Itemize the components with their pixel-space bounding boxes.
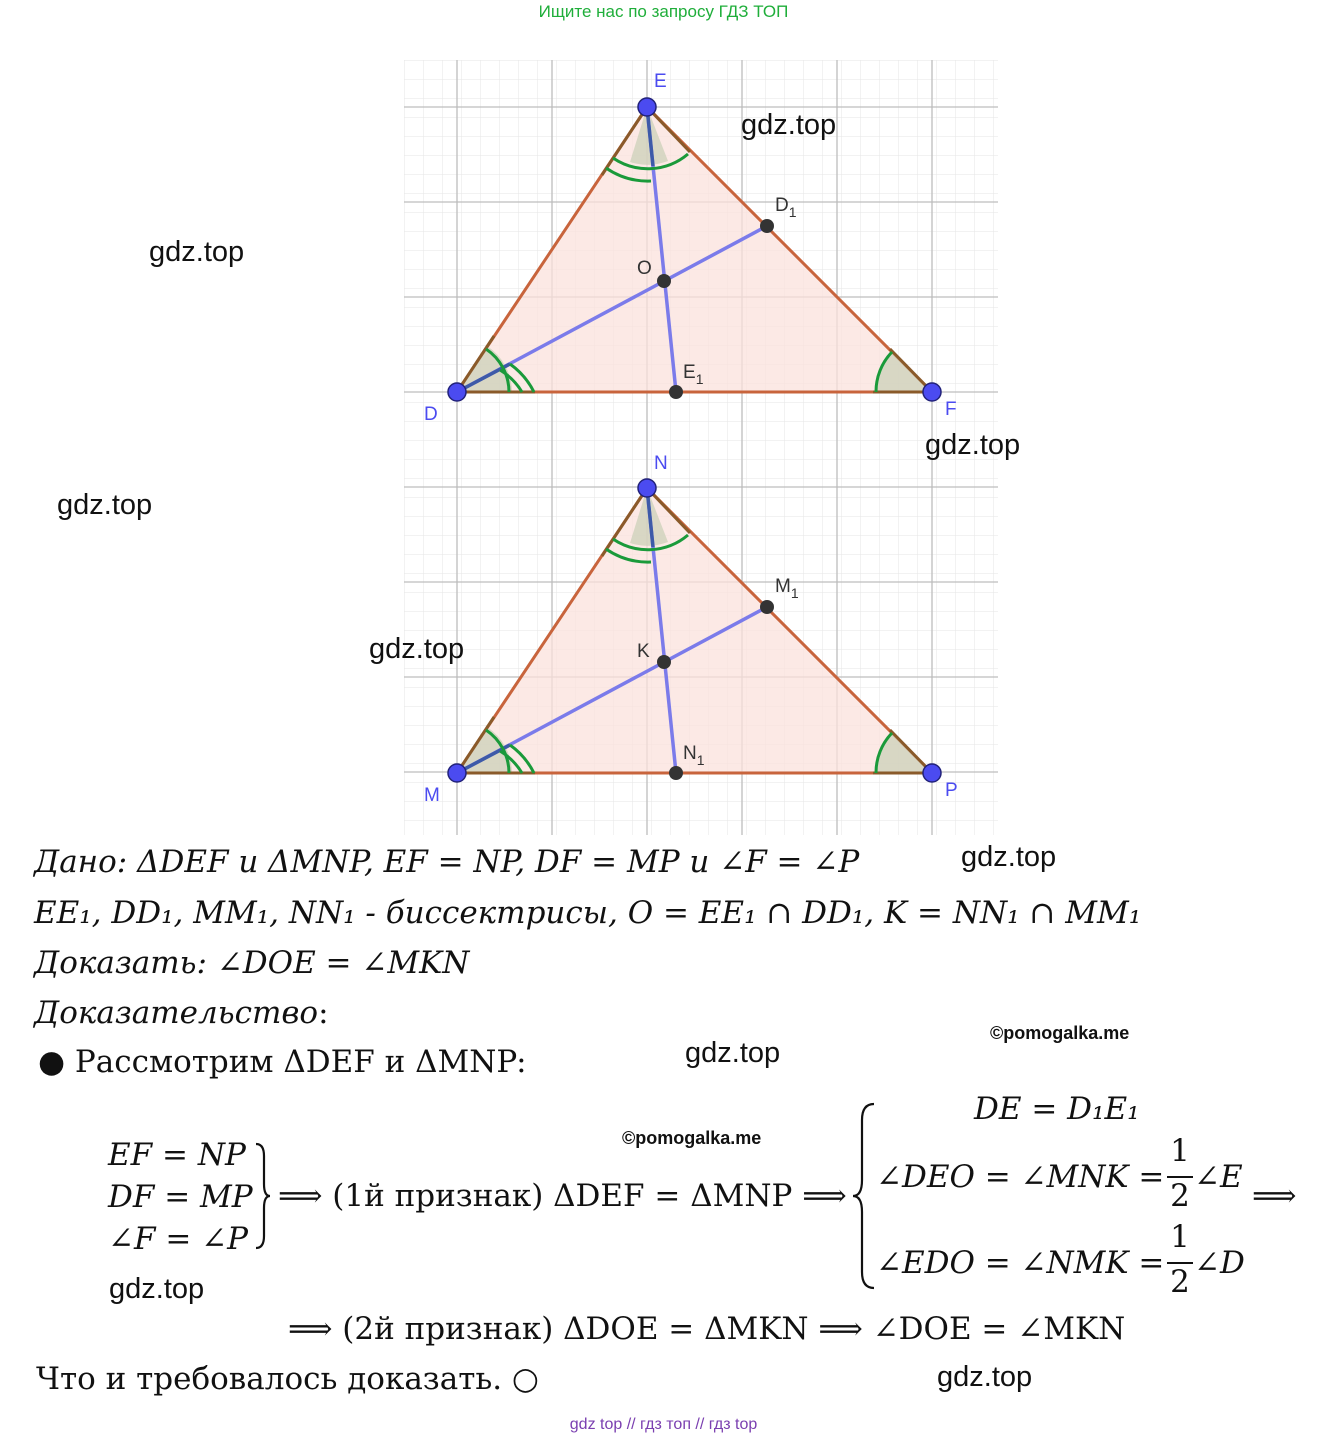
given-label: Дано — [34, 844, 117, 880]
proof-label: Доказательство — [34, 995, 319, 1031]
point-o — [657, 274, 671, 288]
implication-arrow: ⟹ — [1252, 1178, 1297, 1214]
label-e1: $E_1$ — [683, 362, 704, 387]
right-brace — [252, 1140, 272, 1252]
prove-statement: : ∠DOE = ∠MKN — [196, 945, 470, 981]
point-d — [448, 383, 466, 401]
second-criterion-line: ⟹ (2й признак) ΔDOE = ΔMKN ⟹ ∠DOE = ∠MKN — [288, 1311, 1126, 1347]
point-e — [638, 98, 656, 116]
system-left-row-2: DF = MP — [108, 1179, 253, 1215]
point-n — [638, 479, 656, 497]
given-line — [34, 844, 859, 880]
proof-heading — [34, 995, 329, 1031]
qed-line: Что и требовалось доказать. ○ — [36, 1361, 539, 1397]
top-banner: Ищите нас по запросу ГДЗ ТОП — [538, 2, 789, 21]
label-o: O — [637, 258, 652, 279]
point-k — [657, 655, 671, 669]
label-n1: $N_1$ — [683, 743, 705, 768]
point-m — [448, 764, 466, 782]
point-f — [923, 383, 941, 401]
copyright-mark: ©pomogalka.me — [622, 1128, 762, 1148]
proof-colon: : — [318, 995, 329, 1031]
point-m1 — [760, 600, 774, 614]
point-e1 — [669, 385, 683, 399]
label-k: K — [637, 641, 650, 662]
fraction-numerator: 1 — [1170, 1219, 1190, 1255]
watermark: gdz.top — [961, 841, 1057, 873]
watermark: gdz.top — [741, 109, 837, 141]
system-right-row-2-tail: ∠E — [1194, 1159, 1243, 1195]
consider-line: ● Рассмотрим ΔDEF и ΔMNP: — [38, 1044, 527, 1080]
label-d1: $D_1$ — [775, 195, 797, 220]
prove-label: Доказать — [34, 945, 197, 981]
watermark: gdz.top — [925, 429, 1021, 461]
label-n: N — [654, 453, 668, 474]
copyright-mark: ©pomogalka.me — [990, 1023, 1130, 1043]
label-e: E — [654, 71, 667, 92]
watermark: gdz.top — [369, 633, 465, 665]
system-right-row-1: DE = D₁E₁ — [974, 1091, 1140, 1127]
fraction-denominator: 2 — [1170, 1264, 1190, 1300]
system-left-row-1: EF = NP — [108, 1137, 246, 1173]
fraction-numerator: 1 — [1170, 1133, 1190, 1169]
point-d1 — [760, 219, 774, 233]
fraction-denominator: 2 — [1170, 1178, 1190, 1214]
system-right-row-3: ∠EDO = ∠NMK = — [876, 1245, 1165, 1281]
label-p: P — [945, 780, 958, 801]
prove-line — [34, 945, 469, 981]
watermark: gdz.top — [109, 1273, 205, 1305]
label-m1: $M_1$ — [775, 576, 799, 601]
watermark: gdz.top — [149, 236, 245, 268]
system-left-row-3: ∠F = ∠P — [108, 1221, 248, 1257]
first-criterion-implication: ⟹ (1й признак) ΔDEF = ΔMNP ⟹ — [278, 1178, 847, 1214]
watermark: gdz.top — [937, 1361, 1033, 1393]
system-right-row-3-tail: ∠D — [1194, 1245, 1245, 1281]
watermark: gdz.top — [57, 489, 153, 521]
given-statement: : ΔDEF и ΔMNP, EF = NP, DF = MP и ∠F = ∠P — [116, 844, 860, 880]
point-p — [923, 764, 941, 782]
point-n1 — [669, 766, 683, 780]
system-right-row-2: ∠DEO = ∠MNK = — [876, 1159, 1165, 1195]
label-f: F — [945, 399, 957, 420]
label-d: D — [424, 404, 438, 425]
bisectors-line: EE₁, DD₁, MM₁, NN₁ - биссектрисы, O = EE₁ ∩ DD₁, K = NN₁ ∩ MM₁ — [34, 895, 1142, 931]
left-brace — [850, 1100, 878, 1292]
footer-links: gdz top // гдз топ // гдз top — [569, 1416, 758, 1433]
label-m: M — [424, 785, 440, 806]
watermark: gdz.top — [685, 1037, 781, 1069]
